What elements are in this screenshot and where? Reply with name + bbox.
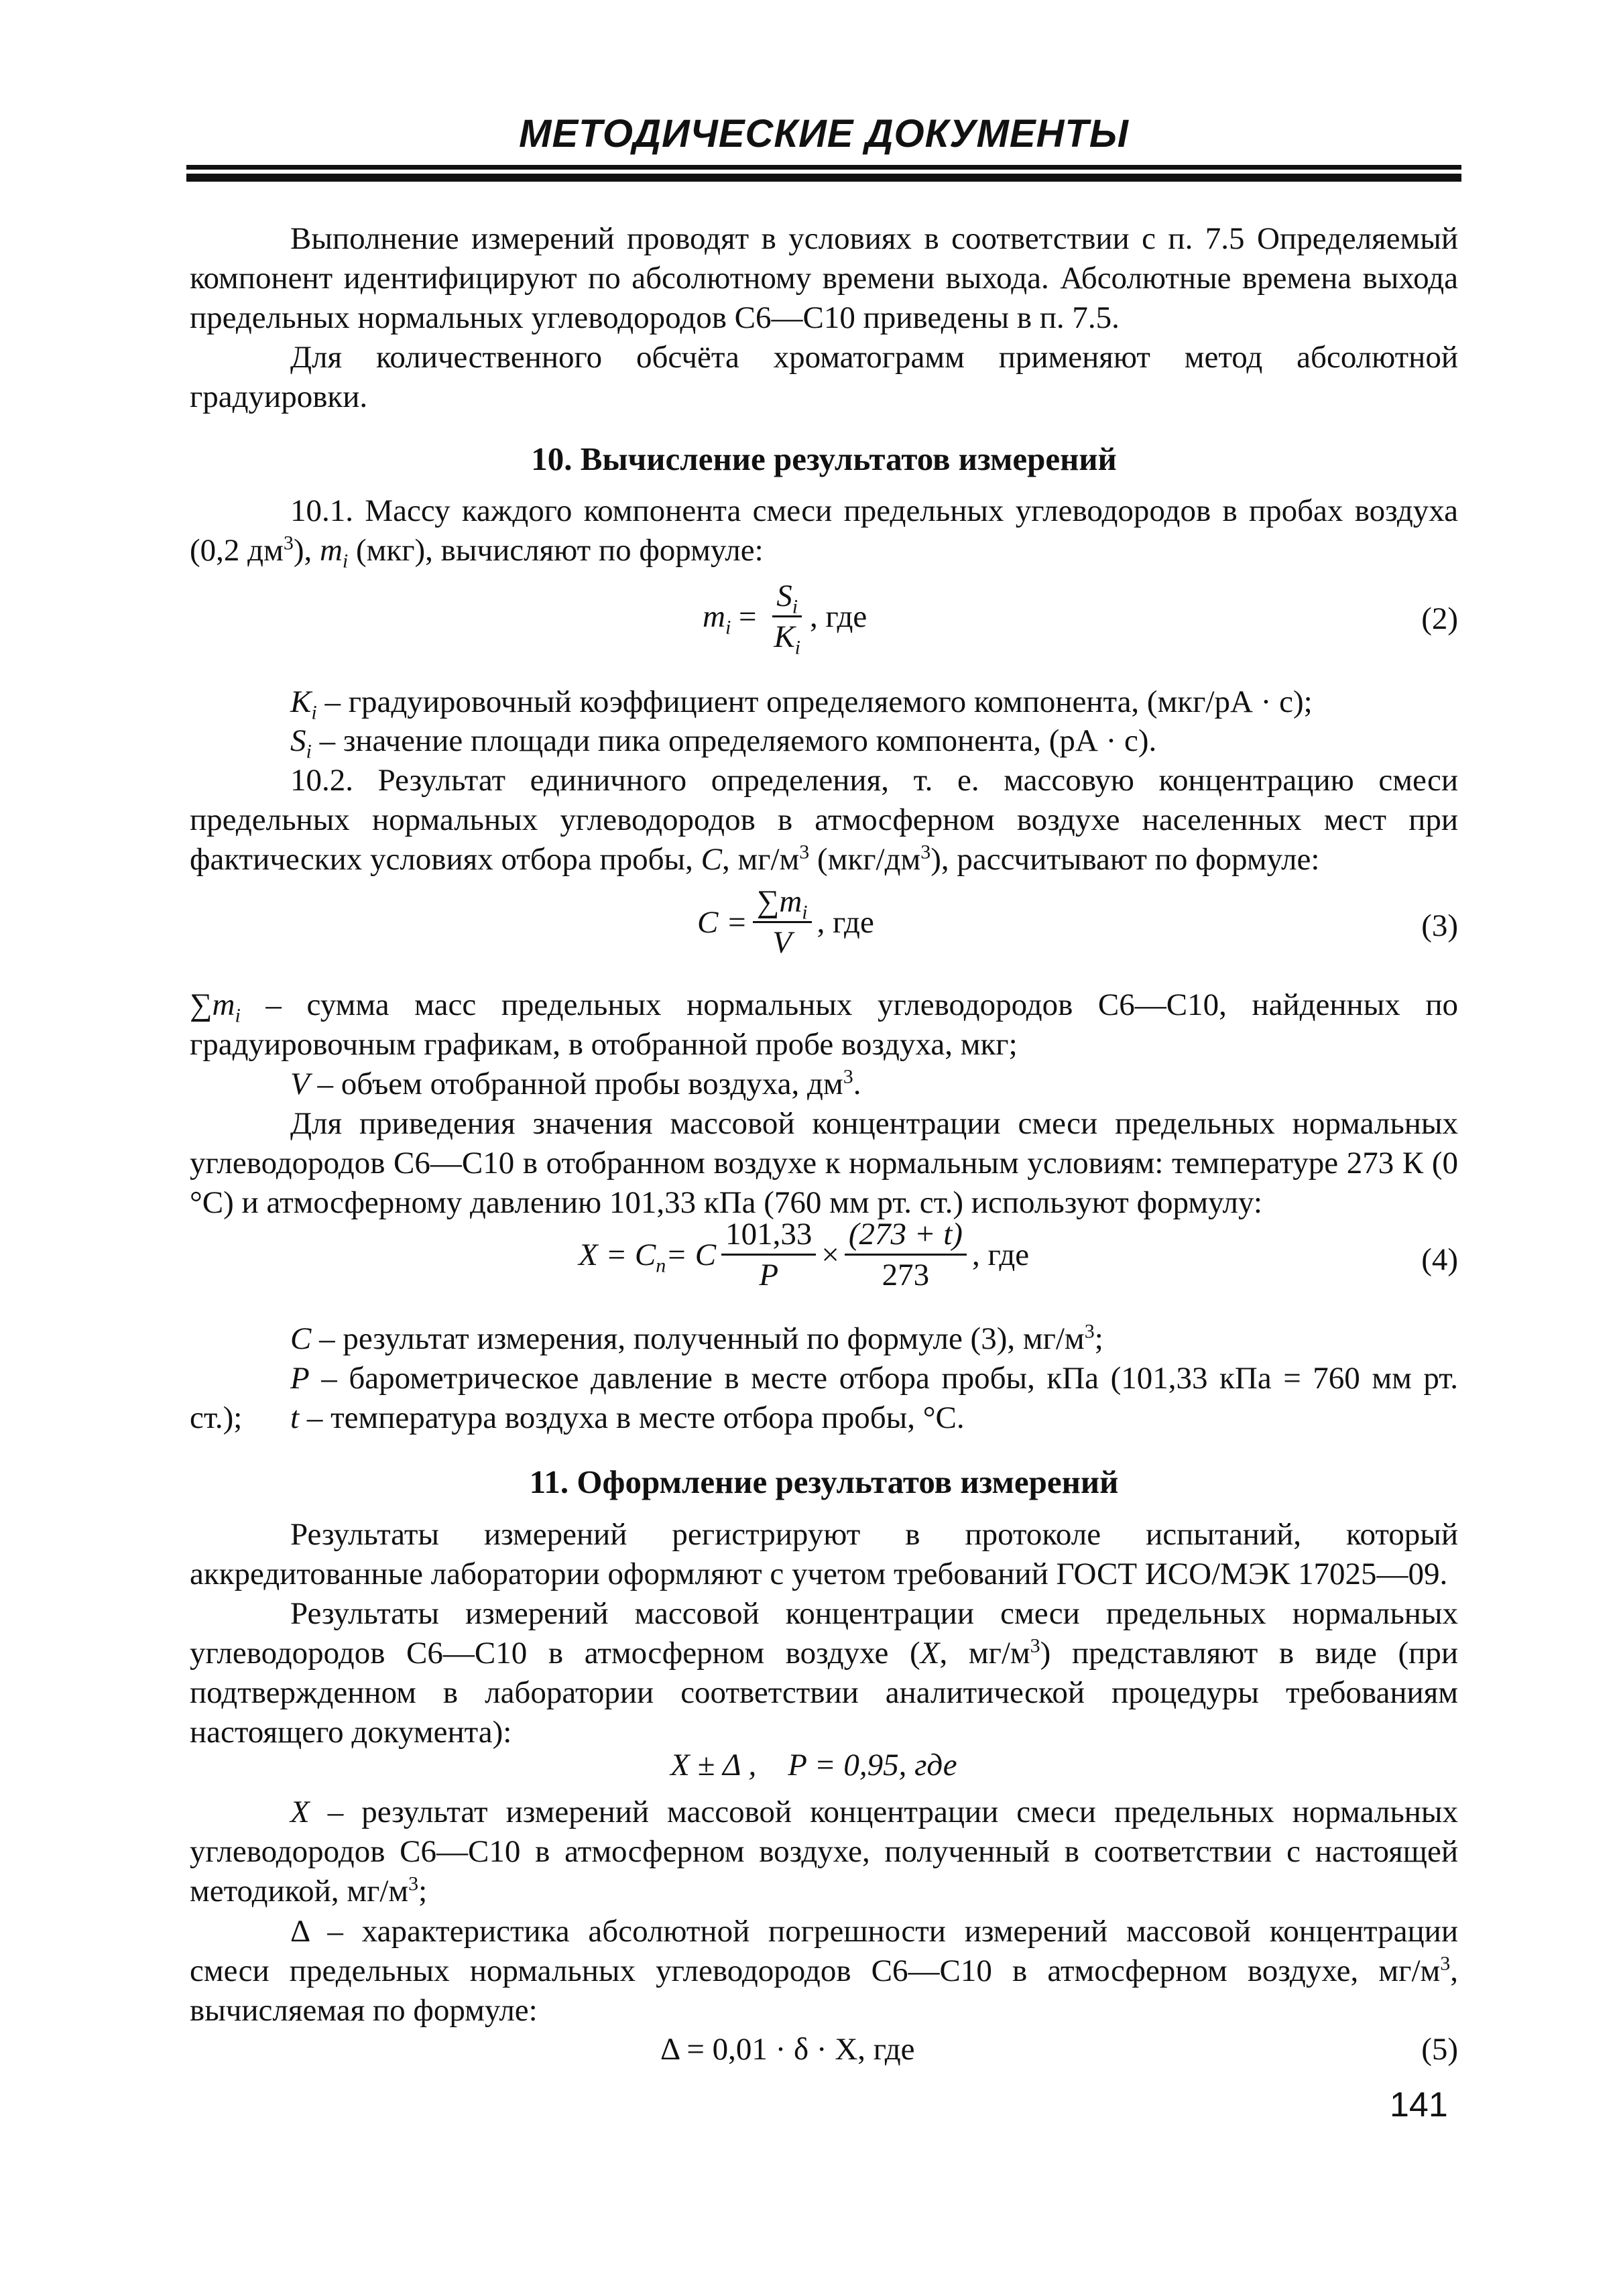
definition-v: V – объем отобранной пробы воздуха, $дм^3$. [290, 1065, 861, 1101]
section-10-2-paragraph: 10.2. Результат единичного определения, т. е. массовую концентрацию смеси предельных нормальных углеводородов в атмосферном воздухе населенных мест при фактических условиях отбора пробы, C, $мг/м^3$ $(мкг/дм^3)$, рассчитывают по формуле: [190, 763, 1458, 877]
formula-result: X ± Δ , P = 0,95, где [670, 1748, 957, 1783]
section-10-1-paragraph: 10.1. Массу каждого компонента смеси предельных углеводородов в пробах воздуха (0,2 $дм^3$), $m_i$ (мкг), вычисляют по формуле: [190, 493, 1458, 572]
definition-delta: Δ – характеристика абсолютной погрешности измерений массовой концентрации смеси предельных нормальных углеводородов С6—С10 в атмосферном воздухе, $мг/м^3$, вычисляемая по формуле: [190, 1914, 1458, 2028]
intro-paragraph-2: Для количественного обсчёта хроматограмм применяют метод абсолютной градуировки. [190, 340, 1458, 414]
section-11-title: 11. Оформление результатов измерений [529, 1463, 1119, 1500]
formula-4: $X = C_n$ = C $\frac{101,33}{P}$ × $\frac{(273 + t)}{273}$ , где [579, 1217, 1030, 1292]
header-rule-thin [186, 165, 1461, 170]
equation-number-3: (3) [1421, 908, 1458, 943]
section-11-paragraph-1: Результаты измерений регистрируют в протоколе испытаний, который аккредитованные лаборатории оформляют с учетом требований ГОСТ ИСО/МЭК 17025—09. [190, 1517, 1458, 1591]
definition-t: t – температура воздуха в месте отбора пробы, °С. [290, 1400, 965, 1435]
page-number: 141 [1390, 2086, 1448, 2124]
definition-k: $K_i$ – градуировочный коэффициент определяемого компонента, (мкг/рА · с); [290, 684, 1313, 724]
section-10-normal-conditions-paragraph: Для приведения значения массовой концентрации смеси предельных нормальных углеводородов С6—С10 в отобранном воздухе к нормальным условиям: температуре 273 К (0 °С) и атмосферному давлению 101,33 кПа (760 мм рт. ст.) используют формулу: [190, 1106, 1458, 1220]
formula-5: Δ = 0,01 · δ · X, где [660, 2032, 915, 2067]
section-10-title: 10. Вычисление результатов измерений [531, 440, 1117, 477]
section-11-paragraph-2: Результаты измерений массовой концентрации смеси предельных нормальных углеводородов С6—С10 в атмосферном воздухе (X, $мг/м^3$) представляют в виде (при подтвержденном в лаборатории соответствии аналитической процедуры требованиям настоящего документа): [190, 1596, 1458, 1750]
definition-x: X – результат измерений массовой концентрации смеси предельных нормальных углеводородов С6—С10 в атмосферном воздухе, полученный в соответствии с настоящей методикой, $мг/м^3$; [190, 1795, 1458, 1909]
definition-s: $S_i$ – значение площади пика определяемого компонента, (рА · с). [290, 723, 1157, 763]
definition-c: C – результат измерения, полученный по формуле (3), $мг/м^3$; [290, 1320, 1103, 1356]
formula-3: C = $\frac{\sum m_i}{V}$ , где [697, 884, 874, 960]
formula-2: $m_i$ = $\frac{S_i}{K_i}$ , где [703, 579, 867, 659]
equation-number-2: (2) [1421, 601, 1458, 636]
header-rule-thick [186, 174, 1461, 182]
equation-number-4: (4) [1421, 1242, 1458, 1277]
definition-sum: $\sum m_i$ – сумма масс предельных нормальных углеводородов С6—С10, найденных по градуировочным графикам, в отобранной пробе воздуха, мкг; [190, 987, 1458, 1062]
equation-number-5: (5) [1421, 2032, 1458, 2067]
running-header: МЕТОДИЧЕСКИЕ ДОКУМЕНТЫ [519, 112, 1129, 156]
intro-paragraph-1: Выполнение измерений проводят в условиях в соответствии с п. 7.5 Определяемый компонент идентифицируют по абсолютному времени выхода. Абсолютные времена выхода предельных нормальных углеводородов С6—С10 приведены в п. 7.5. [190, 221, 1458, 335]
definition-p: P – барометрическое давление в месте отбора пробы, кПа (101,33 кПа = 760 мм рт. ст.); [190, 1361, 1458, 1435]
